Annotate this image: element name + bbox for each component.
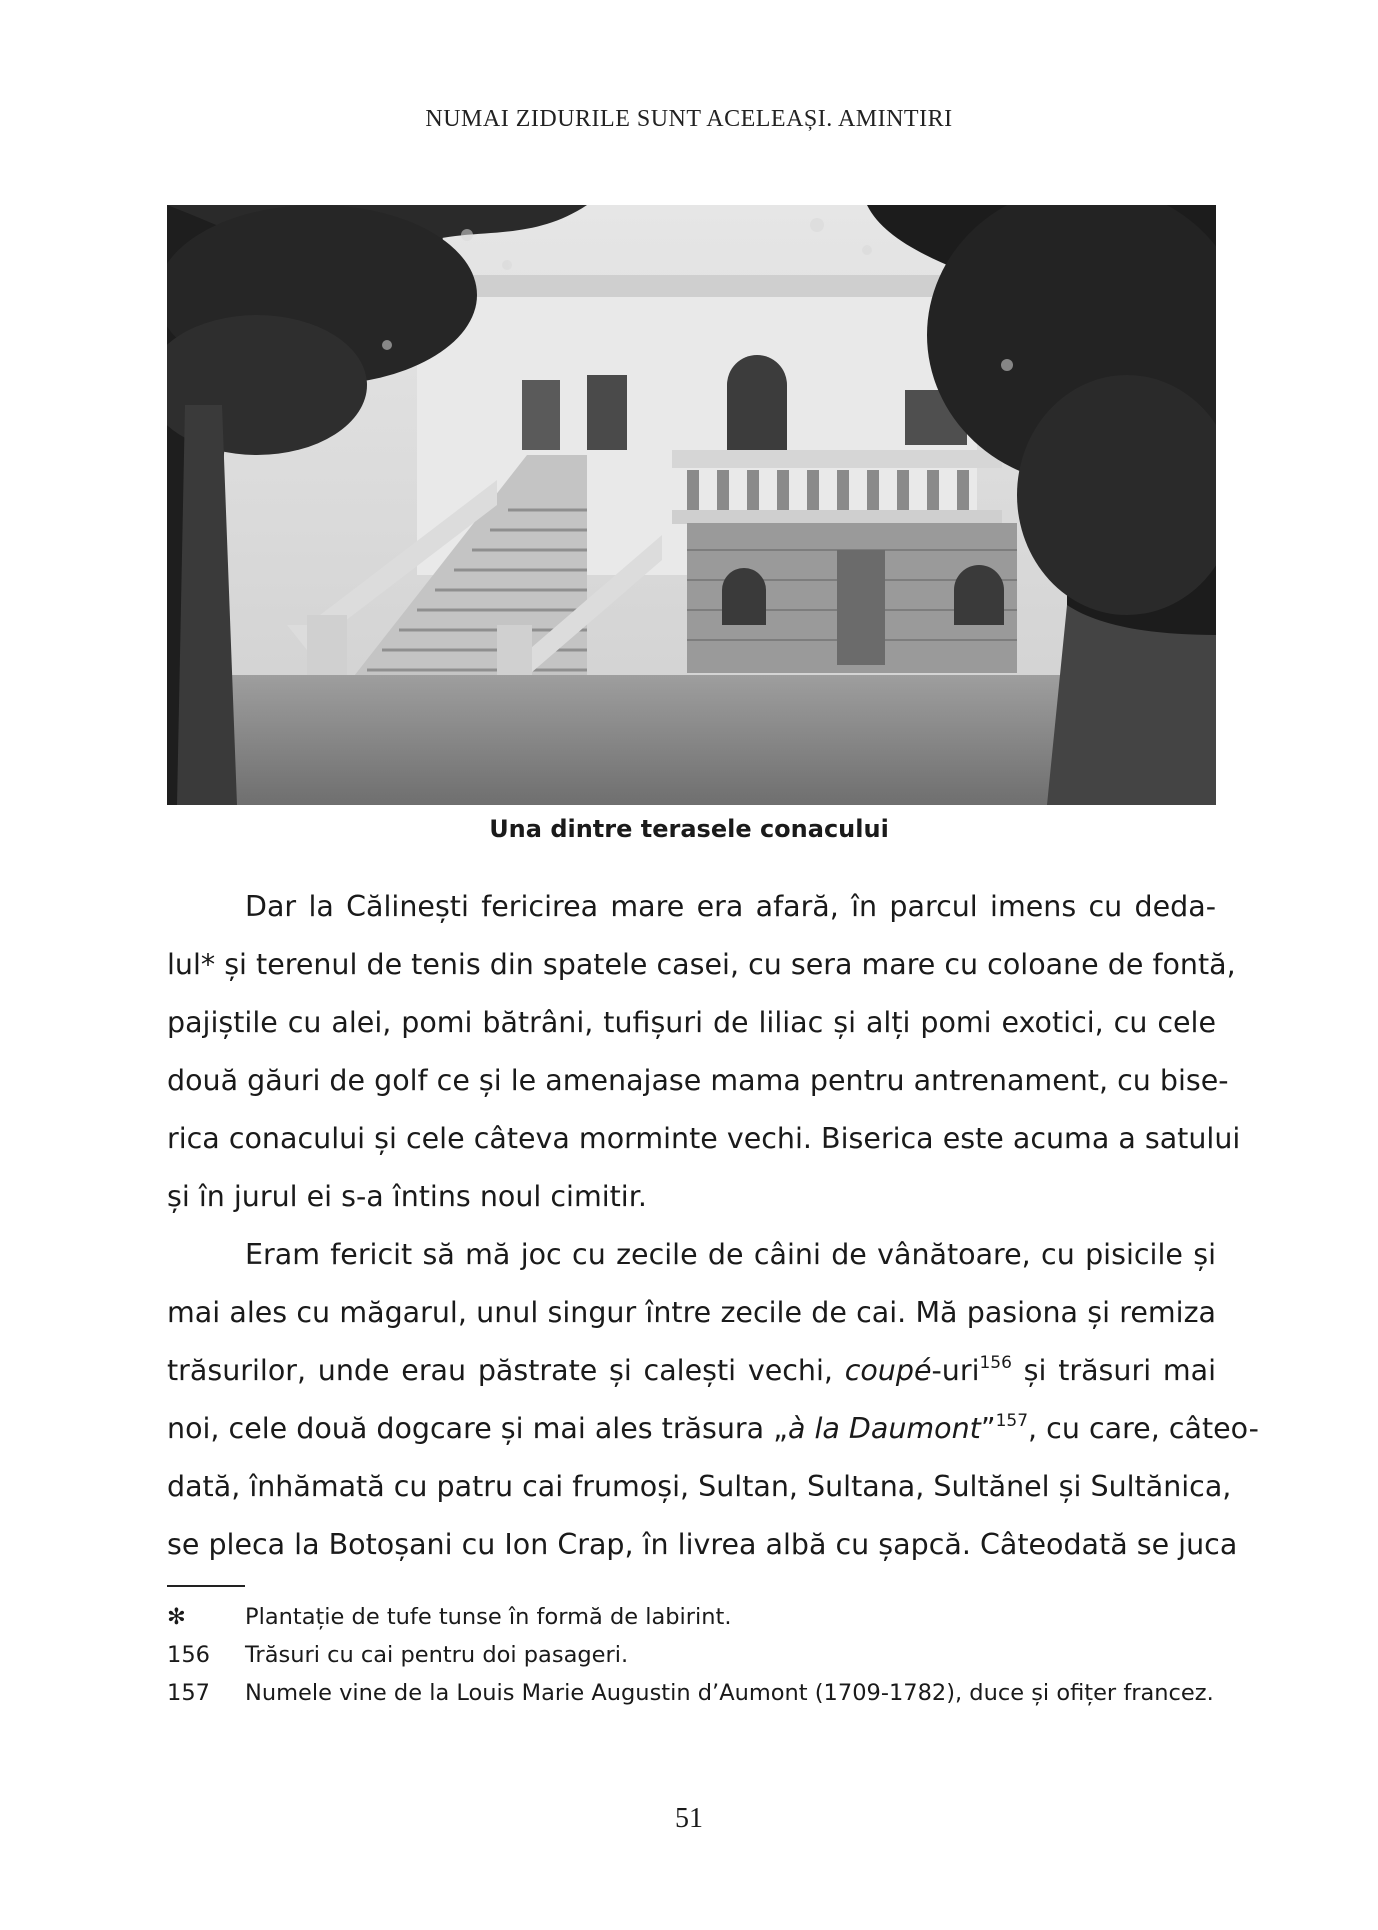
paragraph-1-line: rica conacului și cele câteva morminte vechi. Biserica este acuma a satului — [167, 1122, 1241, 1155]
paragraph-2-line — [167, 1342, 1216, 1400]
italic-term: coupé — [844, 1354, 932, 1387]
page-number: 51 — [675, 1803, 703, 1834]
figure-caption: Una dintre terasele conacului — [489, 815, 889, 843]
footnote — [167, 1598, 1216, 1636]
text-run: trăsurilor, unde erau păstrate și calești vechi, — [167, 1354, 845, 1387]
footnote-number: 157 — [167, 1680, 210, 1706]
italic-term: à la Daumont — [787, 1412, 981, 1445]
paragraph-2-line: se pleca la Botoșani cu Ion Crap, în livrea albă cu șapcă. Câteodată se juca — [167, 1528, 1238, 1561]
body-text — [167, 878, 1259, 1574]
paragraph-2-line — [167, 1400, 1259, 1458]
paragraph-1-line: Dar la Călinești fericirea mare era afară, în parcul imens cu deda- — [245, 890, 1216, 923]
footnote-text: Plantație de tufe tunse în formă de labirint. — [245, 1604, 732, 1630]
footnote-text: Numele vine de la Louis Marie Augustin d’Aumont (1709-1782), duce și ofițer francez. — [245, 1680, 1214, 1706]
paragraph-1-line: lul* și terenul de tenis din spatele casei, cu sera mare cu coloane de fontă, — [167, 948, 1236, 981]
text-run: și trăsuri mai — [1011, 1354, 1217, 1387]
footnote-asterisk-marker: ✻ — [167, 1604, 186, 1630]
text-run: ” — [980, 1412, 996, 1445]
footnote-separator — [167, 1585, 245, 1587]
text-run: -uri — [931, 1354, 980, 1387]
paragraph-1-line: și în jurul ei s-a întins noul cimitir. — [167, 1180, 647, 1213]
manor-terrace-photo — [167, 205, 1216, 805]
footnote — [167, 1674, 1216, 1712]
text-run: noi, cele două dogcare și mai ales trăsura „ — [167, 1412, 788, 1445]
footnotes — [167, 1598, 1216, 1712]
footnote-ref[interactable]: 157 — [995, 1411, 1029, 1431]
footnote-number: 156 — [167, 1642, 210, 1668]
paragraph-2-line: dată, înhămată cu patru cai frumoși, Sultan, Sultana, Sultănel și Sultănica, — [167, 1470, 1232, 1503]
paragraph-1-line: pajiștile cu alei, pomi bătrâni, tufișuri de liliac și alți pomi exotici, cu cele — [167, 1006, 1216, 1039]
footnote — [167, 1636, 1216, 1674]
paragraph-1-line: două găuri de golf ce și le amenajase mama pentru antrenament, cu bise- — [167, 1064, 1229, 1097]
paragraph-2-line: mai ales cu măgarul, unul singur între zecile de cai. Mă pasiona și remiza — [167, 1296, 1216, 1329]
footnote-text: Trăsuri cu cai pentru doi pasageri. — [245, 1642, 629, 1668]
footnote-ref[interactable]: 156 — [979, 1353, 1012, 1373]
text-run: , cu care, câteo- — [1028, 1412, 1259, 1445]
running-title: NUMAI ZIDURILE SUNT ACELEAȘI. AMINTIRI — [425, 106, 953, 132]
paragraph-2-line: Eram fericit să mă joc cu zecile de câini de vânătoare, cu pisicile și — [245, 1238, 1216, 1271]
